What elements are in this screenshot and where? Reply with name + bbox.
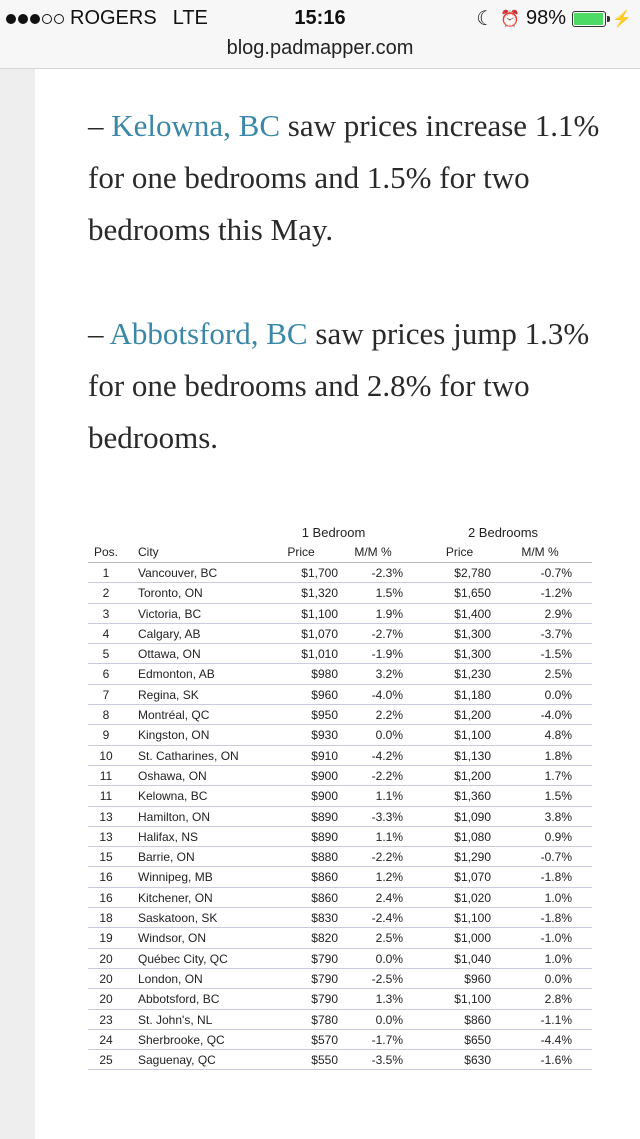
cell-mm-2bed: -1.1%	[540, 1012, 572, 1027]
cell-mm-2bed: -1.8%	[540, 870, 572, 885]
cell-city: Kelowna, BC	[138, 789, 208, 804]
rent-price-table	[88, 525, 592, 1070]
cell-price-1bed: $820	[311, 931, 338, 946]
cell-mm-1bed: 2.2%	[375, 708, 403, 723]
cell-price-1bed: $900	[311, 768, 338, 783]
cell-pos: 20	[99, 992, 113, 1007]
cell-price-1bed: $860	[311, 890, 338, 905]
cell-price-2bed: $1,000	[454, 931, 491, 946]
cell-mm-2bed: 2.9%	[544, 606, 572, 621]
cell-pos: 16	[99, 870, 113, 885]
cell-price-1bed: $570	[311, 1032, 338, 1047]
cell-city: Saguenay, QC	[138, 1053, 216, 1068]
cell-price-2bed: $1,290	[454, 850, 491, 865]
table-row	[88, 746, 592, 766]
cell-pos: 5	[102, 647, 110, 662]
cell-price-2bed: $1,650	[454, 586, 491, 601]
charging-bolt-icon: ⚡	[612, 10, 632, 28]
cell-price-1bed: $790	[311, 992, 338, 1007]
table-row	[88, 685, 592, 705]
table-row	[88, 807, 592, 827]
cell-mm-1bed: -2.2%	[371, 768, 403, 783]
cell-mm-2bed: 0.9%	[544, 829, 572, 844]
cell-price-1bed: $1,320	[301, 586, 338, 601]
table-row	[88, 908, 592, 928]
cell-pos: 8	[102, 708, 110, 723]
bullet-dash: –	[88, 316, 110, 351]
cell-price-2bed: $860	[464, 1012, 491, 1027]
cell-city: Oshawa, ON	[138, 768, 207, 783]
cell-mm-1bed: -4.2%	[371, 748, 403, 763]
table-row	[88, 867, 592, 887]
cell-price-1bed: $550	[311, 1053, 338, 1068]
battery-icon	[572, 11, 606, 27]
cell-price-2bed: $1,040	[454, 951, 491, 966]
cell-mm-1bed: -4.0%	[371, 687, 403, 702]
table-row	[88, 1050, 592, 1070]
cell-mm-2bed: -0.7%	[540, 566, 572, 580]
city-link[interactable]: Abbotsford, BC	[109, 316, 308, 351]
cell-pos: 9	[102, 728, 110, 743]
cell-price-1bed: $1,010	[301, 647, 338, 662]
cell-mm-2bed: 1.7%	[544, 768, 572, 783]
cell-mm-2bed: 0.0%	[544, 971, 572, 986]
paragraph-text: saw prices increase 1.1% for one bedrooms and 1.5% for two bedrooms this May.	[88, 108, 600, 247]
cell-city: Sherbrooke, QC	[138, 1032, 225, 1047]
cell-city: Winnipeg, MB	[138, 870, 213, 885]
cell-price-1bed: $950	[311, 708, 338, 723]
cell-mm-2bed: 1.0%	[544, 951, 572, 966]
table-row	[88, 644, 592, 664]
cell-pos: 19	[99, 931, 113, 946]
table-row	[88, 847, 592, 867]
cell-price-2bed: $1,130	[454, 748, 491, 763]
table-row	[88, 827, 592, 847]
table-row	[88, 786, 592, 806]
cell-city: Abbotsford, BC	[138, 992, 220, 1007]
cell-city: Halifax, NS	[138, 829, 199, 844]
table-row	[88, 664, 592, 684]
battery-percent: 98%	[526, 7, 567, 29]
cell-pos: 7	[102, 687, 110, 702]
cell-price-1bed: $780	[311, 1012, 338, 1027]
group-two-bedrooms: 2 Bedrooms	[467, 525, 539, 540]
cell-city: Kingston, ON	[138, 728, 210, 743]
cell-pos: 13	[99, 809, 113, 824]
header-mm-1bed: M/M %	[354, 545, 392, 559]
page-left-gutter	[0, 69, 35, 1139]
table-row	[88, 624, 592, 644]
cell-mm-1bed: -3.5%	[371, 1053, 403, 1068]
carrier-name: ROGERS	[70, 7, 157, 29]
cell-price-2bed: $1,100	[454, 728, 491, 743]
cell-price-2bed: $1,180	[454, 687, 491, 702]
cell-price-2bed: $630	[464, 1053, 491, 1068]
cell-pos: 3	[102, 606, 110, 621]
cell-city: St. Catharines, ON	[138, 748, 239, 763]
network-type: LTE	[172, 7, 208, 29]
cell-price-1bed: $980	[311, 667, 338, 682]
cell-mm-1bed: 0.0%	[375, 728, 403, 743]
table-row	[88, 888, 592, 908]
cell-price-2bed: $1,080	[454, 829, 491, 844]
table-header-row	[88, 543, 592, 563]
cell-pos: 20	[99, 971, 113, 986]
url-bar[interactable]	[0, 36, 640, 69]
table-row	[88, 766, 592, 786]
cell-mm-1bed: 1.3%	[375, 992, 403, 1007]
cell-price-2bed: $1,200	[454, 708, 491, 723]
table-row	[88, 583, 592, 603]
cell-mm-2bed: -4.0%	[540, 708, 572, 723]
cell-price-2bed: $650	[464, 1032, 491, 1047]
cell-city: Hamilton, ON	[138, 809, 211, 824]
cell-city: Windsor, ON	[138, 931, 207, 946]
cell-price-2bed: $1,360	[454, 789, 491, 804]
cell-price-2bed: $1,200	[454, 768, 491, 783]
city-link[interactable]: Kelowna, BC	[111, 108, 281, 143]
cell-price-2bed: $1,300	[454, 647, 491, 662]
cell-price-2bed: $1,020	[454, 890, 491, 905]
cell-price-1bed: $830	[311, 911, 338, 926]
cell-price-2bed: $1,090	[454, 809, 491, 824]
cell-price-1bed: $910	[311, 748, 338, 763]
cell-city: Montréal, QC	[138, 708, 210, 723]
cell-pos: 18	[99, 911, 113, 926]
cell-pos: 15	[99, 850, 113, 865]
cell-mm-2bed: -1.2%	[540, 586, 572, 601]
cell-mm-1bed: 2.5%	[375, 931, 403, 946]
cell-price-2bed: $1,100	[454, 992, 491, 1007]
cell-mm-2bed: 2.8%	[544, 992, 572, 1007]
status-bar	[0, 0, 640, 36]
cell-city: Calgary, AB	[138, 626, 201, 641]
cell-mm-1bed: 1.9%	[375, 606, 403, 621]
cell-mm-1bed: 0.0%	[375, 951, 403, 966]
cell-price-2bed: $1,100	[454, 911, 491, 926]
cell-mm-2bed: 1.8%	[544, 748, 572, 763]
cell-city: St. John's, NL	[138, 1012, 213, 1027]
cell-city: Québec City, QC	[138, 951, 228, 966]
cell-pos: 23	[99, 1012, 113, 1027]
cell-city: Victoria, BC	[138, 606, 202, 621]
cell-mm-2bed: -1.0%	[540, 931, 572, 946]
cell-price-1bed: $890	[311, 829, 338, 844]
cell-mm-2bed: -1.5%	[540, 647, 572, 662]
cell-price-1bed: $900	[311, 789, 338, 804]
battery-level-fill	[574, 13, 603, 25]
cell-price-1bed: $790	[311, 951, 338, 966]
cell-mm-1bed: 0.0%	[375, 1012, 403, 1027]
moon-icon: ☾	[476, 8, 495, 30]
table-row	[88, 1030, 592, 1050]
cell-pos: 10	[99, 748, 113, 763]
cell-mm-1bed: -1.7%	[371, 1032, 403, 1047]
table-row	[88, 705, 592, 725]
cell-price-1bed: $890	[311, 809, 338, 824]
cell-price-2bed: $2,780	[454, 566, 491, 580]
article-paragraph	[88, 100, 618, 256]
cell-mm-1bed: 1.5%	[375, 586, 403, 601]
cell-pos: 2	[102, 586, 110, 601]
cell-pos: 11	[99, 789, 113, 804]
cell-city: Kitchener, ON	[138, 890, 213, 905]
table-body	[88, 563, 592, 1070]
paragraph-text: saw prices jump 1.3% for one bedrooms and 2.8% for two bedrooms.	[88, 316, 590, 455]
cell-mm-1bed: -2.5%	[371, 971, 403, 986]
cell-mm-1bed: -1.9%	[371, 647, 403, 662]
table-row	[88, 725, 592, 745]
table-row	[88, 604, 592, 624]
cell-mm-1bed: 3.2%	[375, 667, 403, 682]
header-city: City	[138, 545, 159, 559]
cell-mm-2bed: -3.7%	[540, 626, 572, 641]
bullet-dash: –	[88, 108, 112, 143]
cell-mm-1bed: 1.1%	[375, 789, 403, 804]
table-row	[88, 928, 592, 948]
table-row	[88, 563, 592, 583]
header-pos: Pos.	[94, 545, 119, 559]
cell-price-2bed: $1,400	[454, 606, 491, 621]
cell-mm-1bed: -2.3%	[371, 566, 403, 580]
url-text[interactable]: blog.padmapper.com	[226, 37, 414, 59]
cell-mm-2bed: 1.5%	[544, 789, 572, 804]
cell-mm-1bed: 2.4%	[375, 890, 403, 905]
cell-mm-1bed: -2.7%	[371, 626, 403, 641]
header-price-2bed: Price	[445, 545, 474, 559]
header-mm-2bed: M/M %	[521, 545, 559, 559]
cell-city: Ottawa, ON	[138, 647, 201, 662]
cell-city: Saskatoon, SK	[138, 911, 218, 926]
header-price-1bed: Price	[287, 545, 315, 559]
cell-city: Vancouver, BC	[138, 566, 218, 580]
cell-price-1bed: $860	[311, 870, 338, 885]
cell-pos: 25	[99, 1053, 113, 1068]
cell-mm-2bed: 3.8%	[544, 809, 572, 824]
cell-city: Regina, SK	[138, 687, 199, 702]
cell-city: London, ON	[138, 971, 203, 986]
cell-pos: 20	[99, 951, 113, 966]
cell-price-1bed: $1,100	[301, 606, 338, 621]
status-right	[476, 6, 632, 31]
cell-price-1bed: $1,070	[301, 626, 338, 641]
cell-mm-1bed: -3.3%	[371, 809, 403, 824]
cell-mm-2bed: -4.4%	[540, 1032, 572, 1047]
cell-city: Toronto, ON	[138, 586, 203, 601]
cell-price-2bed: $960	[464, 971, 491, 986]
cell-price-2bed: $1,070	[454, 870, 491, 885]
cell-price-2bed: $1,300	[454, 626, 491, 641]
cell-price-1bed: $960	[311, 687, 338, 702]
cell-mm-2bed: 0.0%	[544, 687, 572, 702]
cell-price-2bed: $1,230	[454, 667, 491, 682]
cell-pos: 1	[102, 566, 110, 580]
cell-price-1bed: $790	[311, 971, 338, 986]
cell-pos: 11	[99, 768, 113, 783]
cell-pos: 4	[102, 626, 110, 641]
status-time: 15:16	[294, 7, 346, 29]
cell-price-1bed: $1,700	[301, 566, 338, 580]
cell-pos: 24	[99, 1032, 113, 1047]
cell-mm-1bed: -2.4%	[371, 911, 403, 926]
cell-mm-1bed: -2.2%	[371, 850, 403, 865]
group-one-bedroom: 1 Bedroom	[301, 525, 366, 540]
cell-pos: 6	[102, 667, 110, 682]
cell-city: Edmonton, AB	[138, 667, 215, 682]
cell-mm-1bed: 1.2%	[375, 870, 403, 885]
cell-mm-2bed: 4.8%	[544, 728, 572, 743]
cell-pos: 13	[99, 829, 113, 844]
cell-mm-2bed: -0.7%	[540, 850, 572, 865]
cell-mm-1bed: 1.1%	[375, 829, 403, 844]
cell-mm-2bed: 2.5%	[544, 667, 572, 682]
cell-price-1bed: $930	[311, 728, 338, 743]
article-paragraph	[88, 308, 618, 464]
alarm-icon: ⏰	[500, 10, 521, 28]
table-row	[88, 949, 592, 969]
cell-city: Barrie, ON	[138, 850, 195, 865]
cell-pos: 16	[99, 890, 113, 905]
table-row	[88, 989, 592, 1009]
table-group-header	[88, 525, 592, 543]
cell-mm-2bed: -1.8%	[540, 911, 572, 926]
cell-mm-2bed: -1.6%	[540, 1053, 572, 1068]
article-body	[88, 100, 618, 516]
table-row	[88, 969, 592, 989]
cell-price-1bed: $880	[311, 850, 338, 865]
table-row	[88, 1010, 592, 1030]
cell-mm-2bed: 1.0%	[544, 890, 572, 905]
